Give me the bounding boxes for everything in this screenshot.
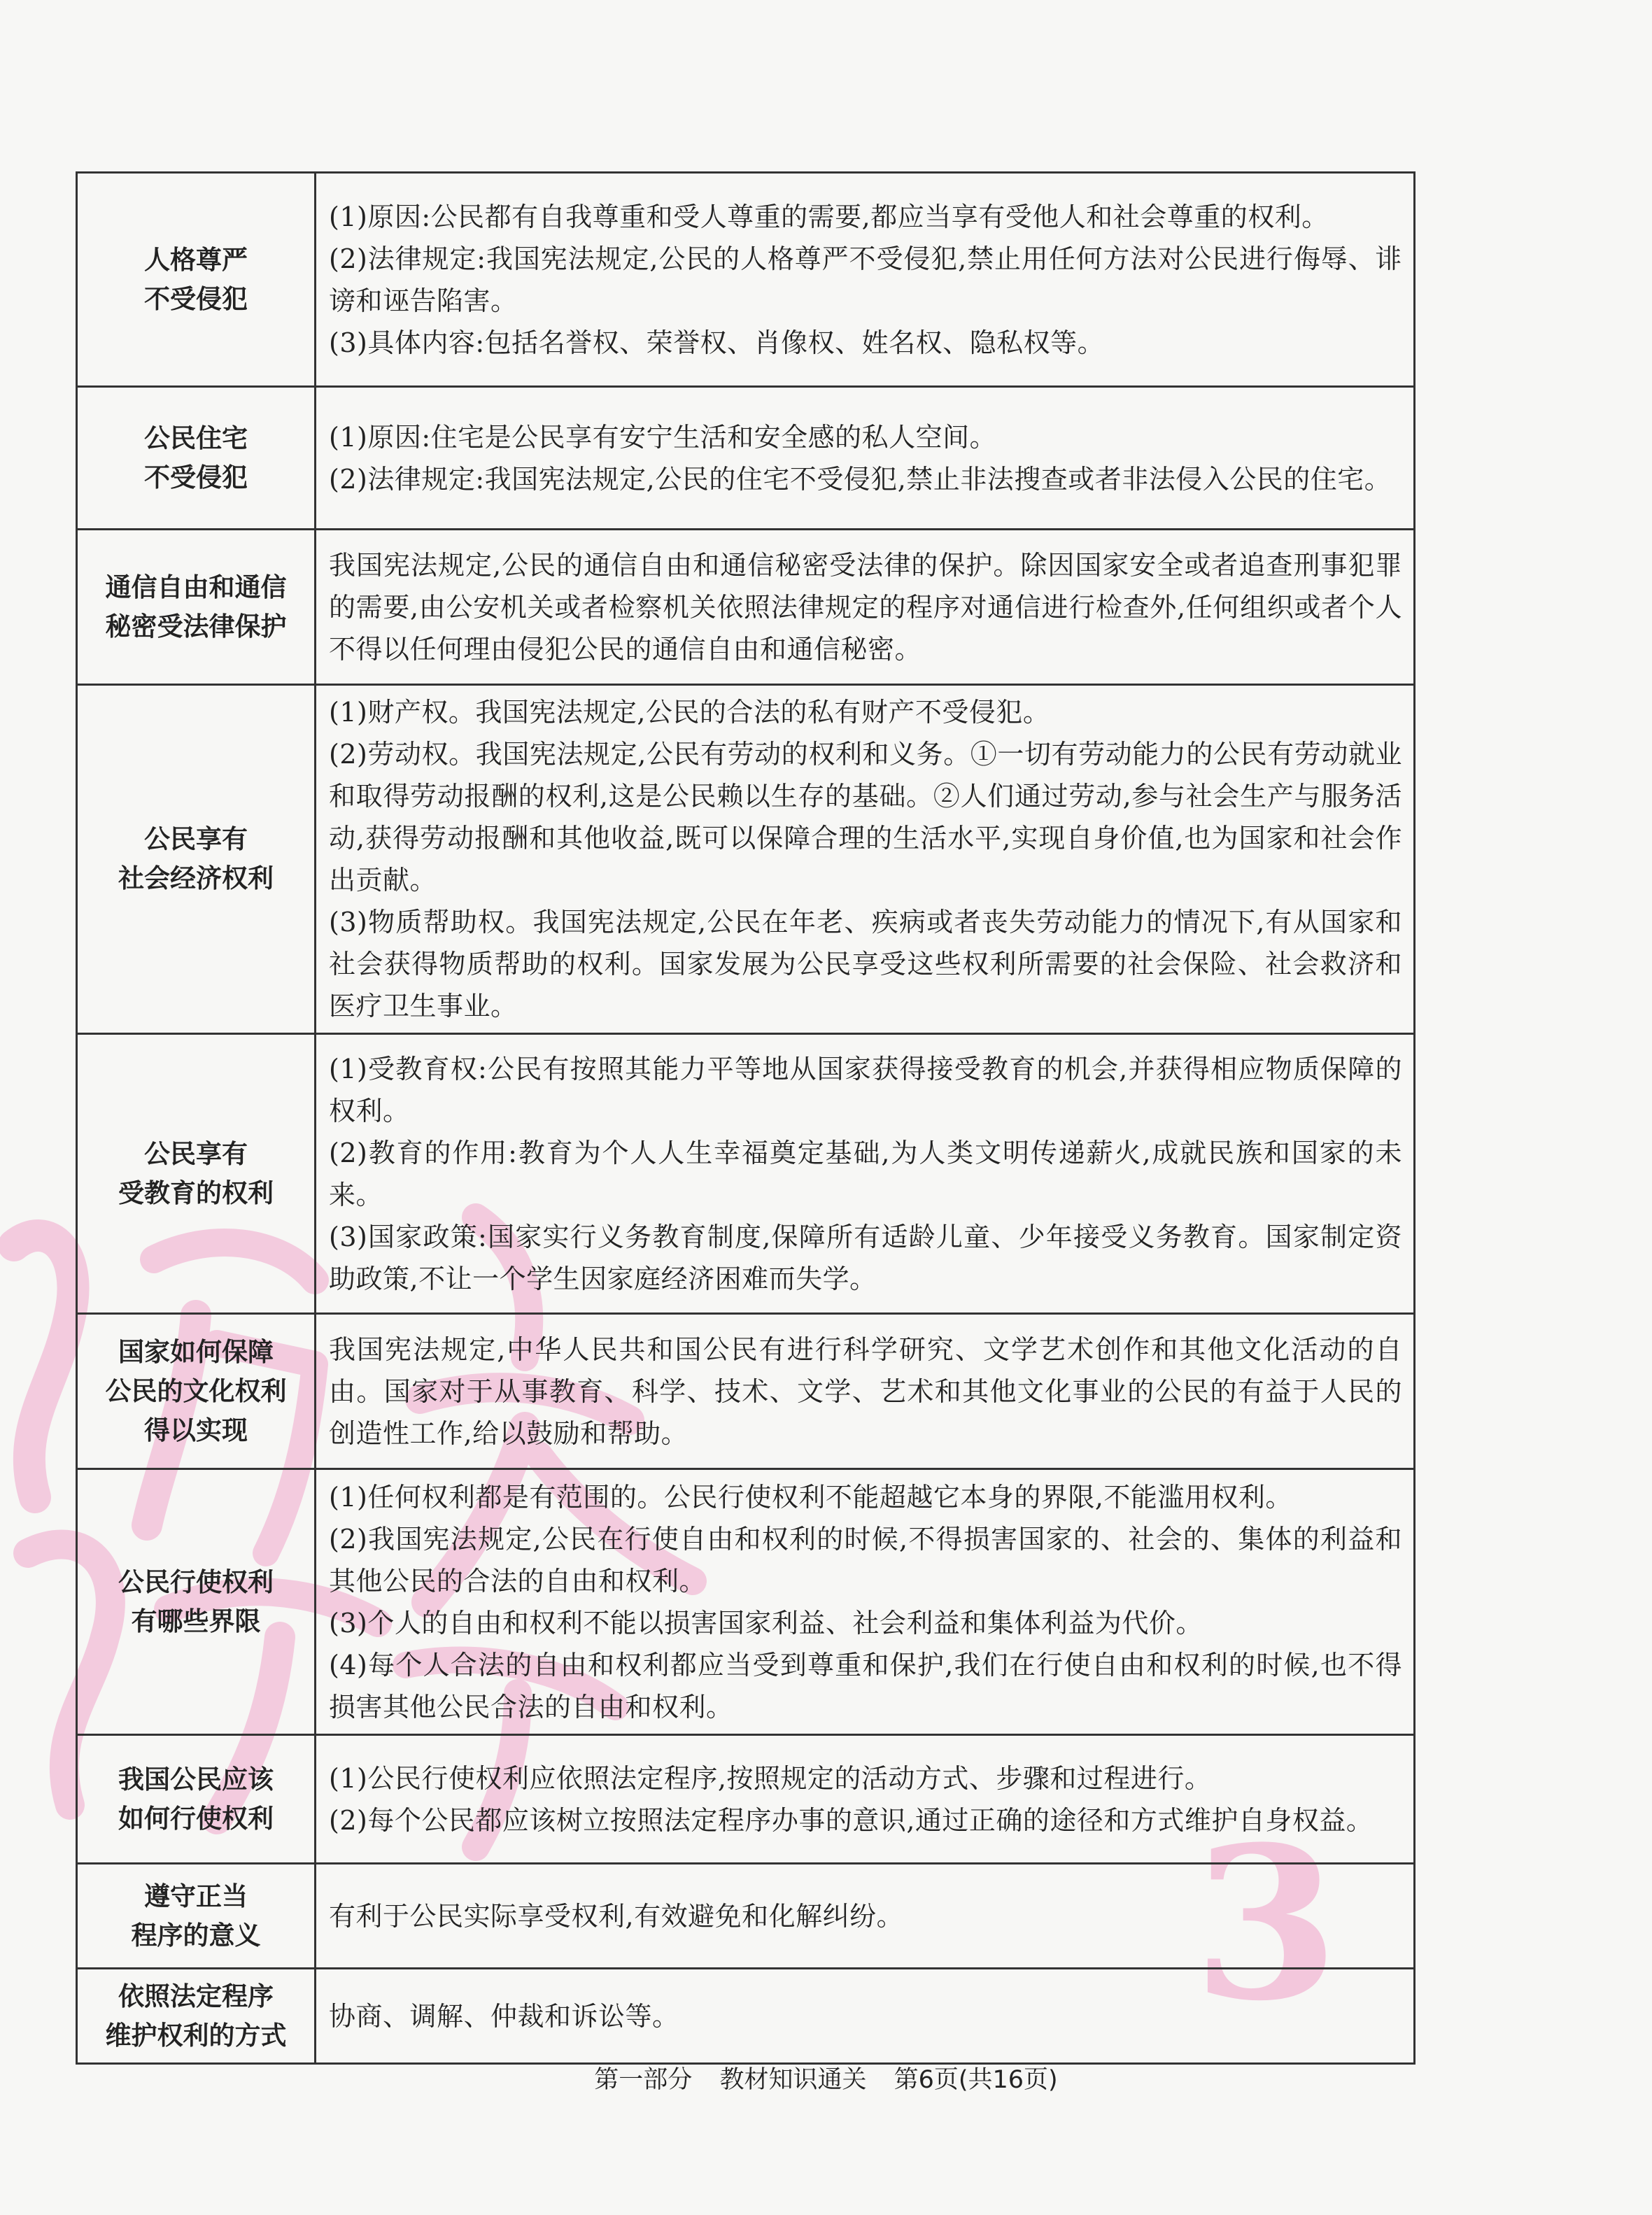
page-footer [0, 2060, 1652, 2095]
content-paragraph: (3)个人的自由和权利不能以损害国家利益、社会利益和集体利益为代价。 [329, 1607, 1203, 1639]
row-content [316, 1735, 1415, 1864]
row-content [316, 1864, 1415, 1969]
row-label: 依照法定程序 维护权利的方式 [77, 1969, 316, 2064]
big-number-decoration: 3 [1193, 1800, 1339, 2047]
footer-page-number: 第6页(共16页) [894, 2066, 1058, 2094]
row-label: 遵守正当 程序的意义 [77, 1864, 316, 1969]
content-paragraph: (1)公民行使权利应依照法定程序,按照规定的活动方式、步骤和过程进行。 [329, 1762, 1212, 1794]
knowledge-table [76, 171, 1416, 2065]
content-paragraph: 有利于公民实际享受权利,有效避免和化解纠纷。 [329, 1900, 904, 1932]
row-label: 公民住宅 不受侵犯 [77, 387, 316, 530]
row-content [316, 1469, 1415, 1735]
row-label: 公民行使权利 有哪些界限 [77, 1469, 316, 1735]
content-paragraph: (2)劳动权。我国宪法规定,公民有劳动的权利和义务。①一切有劳动能力的公民有劳动就业和取得劳动报酬的权利,这是公民赖以生存的基础。②人们通过劳动,参与社会生产与服务活动,获得劳动报酬和其他收益,既可以保障合理的生活水平,实现自身价值,也为国家和社会作出贡献。 [329, 739, 1402, 896]
row-label: 公民享有 受教育的权利 [77, 1034, 316, 1314]
content-paragraph: (1)原因:住宅是公民享有安宁生活和安全感的私人空间。 [329, 421, 997, 453]
content-paragraph: (2)每个公民都应该树立按照法定程序办事的意识,通过正确的途径和方式维护自身权益。 [329, 1804, 1374, 1836]
content-paragraph: (1)原因:公民都有自我尊重和受人尊重的需要,都应当享有受他人和社会尊重的权利。 [329, 201, 1329, 232]
content-paragraph: (1)任何权利都是有范围的。公民行使权利不能超越它本身的界限,不能滥用权利。 [329, 1481, 1292, 1513]
row-content [316, 530, 1415, 685]
content-paragraph: (3)物质帮助权。我国宪法规定,公民在年老、疾病或者丧失劳动能力的情况下,有从国家和社会获得物质帮助的权利。国家发展为公民享受这些权利所需要的社会保险、社会救济和医疗卫生事业。 [329, 907, 1402, 1021]
footer-section: 教材知识通关 [719, 2066, 867, 2094]
content-paragraph: (2)教育的作用:教育为个人人生幸福奠定基础,为人类文明传递薪火,成就民族和国家的未来。 [329, 1137, 1402, 1210]
row-label: 人格尊严 不受侵犯 [77, 173, 316, 387]
table-row [77, 1314, 1415, 1469]
row-content [316, 1034, 1415, 1314]
row-label: 通信自由和通信 秘密受法律保护 [77, 530, 316, 685]
table-row [77, 1735, 1415, 1864]
row-label: 国家如何保障 公民的文化权利 得以实现 [77, 1314, 316, 1469]
content-paragraph: (4)每个人合法的自由和权利都应当受到尊重和保护,我们在行使自由和权利的时候,也不得损害其他公民合法的自由和权利。 [329, 1649, 1402, 1722]
content-paragraph: 协商、调解、仲裁和诉讼等。 [329, 2000, 679, 2032]
table-row [77, 1034, 1415, 1314]
row-content [316, 387, 1415, 530]
content-paragraph: (2)法律规定:我国宪法规定,公民的住宅不受侵犯,禁止非法搜查或者非法侵入公民的住宅。 [329, 463, 1392, 495]
content-paragraph: (2)我国宪法规定,公民在行使自由和权利的时候,不得损害国家的、社会的、集体的利益和其他公民的合法的自由和权利。 [329, 1523, 1402, 1597]
footer-part: 第一部分 [594, 2066, 693, 2094]
table-row [77, 387, 1415, 530]
row-content [316, 685, 1415, 1034]
table-row [77, 1969, 1415, 2064]
content-paragraph: (1)受教育权:公民有按照其能力平等地从国家获得接受教育的机会,并获得相应物质保障的权利。 [329, 1053, 1402, 1126]
content-paragraph: 我国宪法规定,公民的通信自由和通信秘密受法律的保护。除因国家安全或者追查刑事犯罪的需要,由公安机关或者检察机关依照法律规定的程序对通信进行检查外,任何组织或者个人不得以任何理由侵犯公民的通信自由和通信秘密。 [329, 549, 1402, 665]
table-row [77, 530, 1415, 685]
table-row [77, 685, 1415, 1034]
table-row [77, 1469, 1415, 1735]
row-label: 我国公民应该 如何行使权利 [77, 1735, 316, 1864]
content-paragraph: (3)国家政策:国家实行义务教育制度,保障所有适龄儿童、少年接受义务教育。国家制定资助政策,不让一个学生因家庭经济困难而失学。 [329, 1221, 1402, 1294]
row-label: 公民享有 社会经济权利 [77, 685, 316, 1034]
table-row [77, 173, 1415, 387]
content-paragraph: (3)具体内容:包括名誉权、荣誉权、肖像权、姓名权、隐私权等。 [329, 327, 1105, 358]
row-content [316, 1314, 1415, 1469]
row-content [316, 1969, 1415, 2064]
row-content [316, 173, 1415, 387]
content-paragraph: (2)法律规定:我国宪法规定,公民的人格尊严不受侵犯,禁止用任何方法对公民进行侮辱、诽谤和诬告陷害。 [329, 243, 1402, 316]
content-paragraph: 我国宪法规定,中华人民共和国公民有进行科学研究、文学艺术创作和其他文化活动的自由。国家对于从事教育、科学、技术、文学、艺术和其他文化事业的公民的有益于人民的创造性工作,给以鼓励和帮助。 [329, 1333, 1402, 1449]
table-row [77, 1864, 1415, 1969]
content-paragraph: (1)财产权。我国宪法规定,公民的合法的私有财产不受侵犯。 [329, 697, 1050, 728]
